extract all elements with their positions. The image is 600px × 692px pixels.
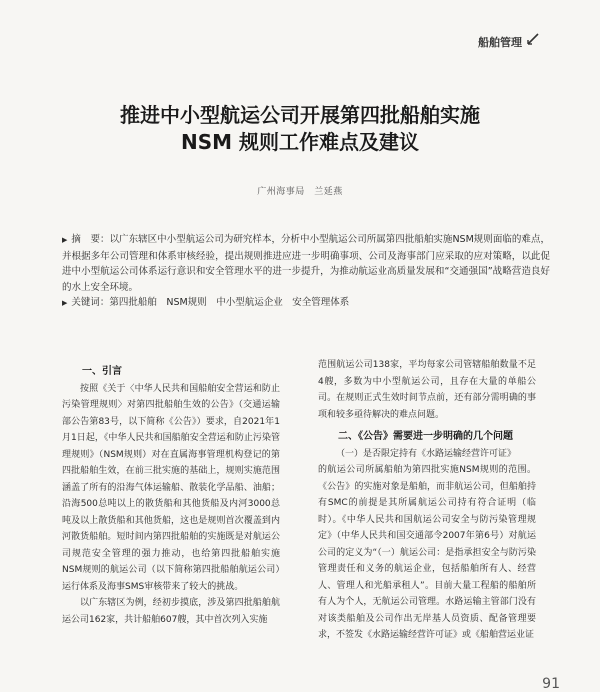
subsection-heading: （一）是否限定持有《水路运输经营许可证》 <box>336 448 517 459</box>
section-heading: 二、《公告》需要进一步明确的几个问题 <box>338 431 513 442</box>
author-line: 广州海事局 兰延燕 <box>257 187 343 197</box>
triangle-bullet-icon: ▶ <box>62 236 68 244</box>
section-heading: 一、引言 <box>82 366 122 377</box>
page-number: 91 <box>542 676 560 692</box>
abstract-text: 以广东辖区中小型航运公司为研究样本，分析中小型航运公司所属第四批船舶实施NSM规则面临的难点，并根据多年公司管理和体系审核经验，提出规则推进应进一步明确事项、公司及海事部门应采取的应对策略，以此促进中小型航运公司体系运行意识和安全管理水平的进一步提升，为推动航运业高质量发展和“交通强国”战略营造良好的水上安全环境。 <box>62 234 550 293</box>
title-line-1: 推进中小型航运公司开展第四批船舶实施 <box>120 103 480 127</box>
keywords-line <box>62 295 550 312</box>
right-column <box>318 357 536 644</box>
article-title <box>0 102 600 156</box>
keywords-text: 第四批船舶 NSM规则 中小型航运企业 安全管理体系 <box>109 297 350 308</box>
paragraph-continued: 范围航运公司138家，平均每家公司管辖船舶数量不足4艘，多数为中小型航运公司，且存在大量的单船公司。在规则正式生效时间节点前，还有部分需明确的事项和较多亟待解决的难点问题。 <box>318 360 536 420</box>
keywords-label: 关键词： <box>71 297 110 308</box>
paragraph: 的航运公司所属船舶为第四批实施NSM规则的范围。《公告》的实施对象是船舶，而非航运公司，但船舶持有SMC的前提是其所属航运公司持有符合证明（临时）。《中华人民共和国航运公司安全与防污染管理规定》（中华人民共和国交通部令2007年第6号）对航运公司的定义为“（一）航运公司：是指承担安全与防污染管理责任和义务的航运企业，包括船舶所有人、经营人、管理人和光船承租人”。目前大量工程船的船舶所有人为个人，无航运公司管理。水路运输主管部门没有对该类船舶及公司作出无岸基人员资质、配备管理要求，不签发《水路运输经营许可证》或《船舶营运业证 <box>318 465 536 640</box>
abstract-paragraph <box>62 232 550 295</box>
abstract-block <box>62 232 550 312</box>
paragraph: 按照《关于〈中华人民共和国船舶安全营运和防止污染管理规则〉对第四批船舶生效的公告》（交通运输部公告第83号，以下简称《公告》）要求，自2021年1月1日起，《中华人民共和国船舶安全营运和防止污染管理规则》（NSM规则）对在直属海事管理机构登记的第四批船舶生效，在前三批实施的基础上，规则实施范围涵盖了所有的沿海气体运输船、散装化学品船、油船；沿海500总吨以上的散货船和其他货船及内河3000总吨及以上散货船和其他货船，这也是规则首次覆盖到内河散货船舶。短时间内第四批船舶的实施既是对航运公司规范安全管理的强力推动，也给第四批船舶实施NSM规则的航运公司（以下简称第四批船舶航运公司）运行体系及海事SMS审核带来了较大的挑战。 <box>62 383 280 592</box>
title-line-2: NSM 规则工作难点及建议 <box>180 130 419 154</box>
paragraph: 以广东辖区为例，经初步摸底，涉及第四批船舶航运公司162家，共计船舶607艘，其中首次列入实施 <box>62 598 280 625</box>
triangle-bullet-icon: ▶ <box>62 299 68 307</box>
left-column <box>62 364 280 628</box>
pen-icon <box>526 32 540 46</box>
section-name: 船舶管理 <box>478 36 522 49</box>
abstract-label: 摘 要： <box>71 234 110 245</box>
